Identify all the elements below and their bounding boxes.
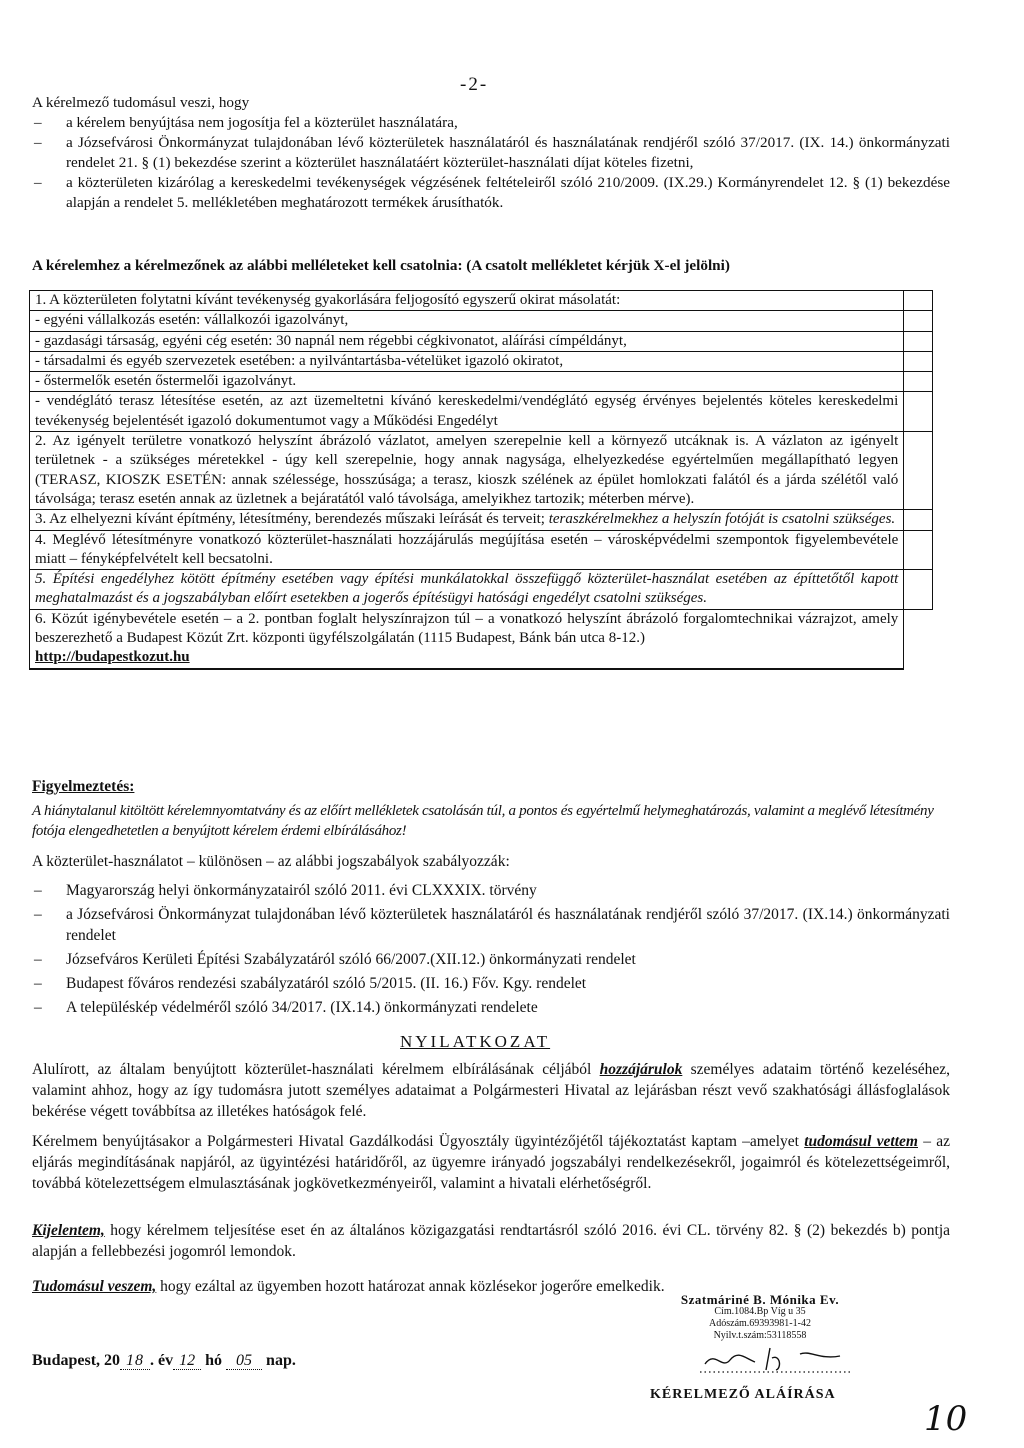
attachment-text: - gazdasági társaság, egyéni cég esetén: 30 napnál nem régebbi cégkivonatot, aláírási címpéldányt,	[30, 331, 904, 351]
attachment-row	[30, 311, 933, 331]
day-label: nap.	[262, 1352, 296, 1369]
para1-text-rest: személyes adataim történő kezeléséhez, valamint ahhoz, hogy az így tudomásra jutott személyes adataimat a Polgármesteri Hivatal az lejárásban részt vevő szakhatósági állásfoglalások bekérése végett továbbítsa az illetékes hatóságok felé.	[32, 1061, 950, 1120]
attachment-checkbox[interactable]	[904, 351, 933, 371]
company-stamp	[660, 1294, 860, 1342]
regulations-intro: A közterület-használatot – különösen – az alábbi jogszabályok szabályozzák:	[32, 853, 510, 870]
stamp-name: Szatmáriné B. Mónika Ev.	[680, 1292, 840, 1307]
attachment-checkbox[interactable]	[904, 530, 933, 570]
budapest-kozut-link[interactable]: http://budapestkozut.hu	[35, 649, 190, 666]
signature-image	[700, 1340, 850, 1376]
attachment-text: 2. Az igényelt területre vonatkozó helyszínt ábrázoló vázlatot, amelyen szerepelnie kell a környező utcáknak is. A vázlaton az igényelt területnek - a szükséges méretekkel - úgy kell szerepelnie, hogy annak nagysága, elhelyezkedése egyértelműen megállapítható legyen (TERASZ, KIOSZK ESETÉN: annak szélessége, hosszúsága; a terasz, kioszk szélének az épület homlokzati falától és a járda szélétől való távolsága; terasz esetén annak az üzletnek a bejáratától való távolsága, amelyikhez tartozik; méterben mérve).	[30, 432, 904, 510]
handwritten-page-text: 10	[924, 1399, 968, 1438]
attachment-text-plain: 3. Az elhelyezni kívánt építmény, létesítmény, berendezés műszaki leírását és terveit;	[35, 511, 549, 528]
day-field[interactable]: 05	[226, 1352, 262, 1370]
regulations-section	[32, 851, 950, 1021]
place-and-date	[32, 1352, 296, 1370]
attachment-text-plain: 6. Közút igénybevétele esetén – a 2. pontban foglalt helyszínrajzon túl – a vonatkozó helyszínt ábrázoló forgalomtechnikai vázrajzot, amely beszerezhető a Budapest Közút Zrt. központi ügyfélszolgálatán (1115 Budapest, Bánk bán utca 8-12.)	[35, 610, 899, 647]
para3-emphasis: Kijelentem,	[32, 1222, 105, 1239]
acknowledgement-item: – a Józsefvárosi Önkormányzat tulajdonában lévő közterületek használatáról és használatának rendjéről szóló 37/2017. (IX. 14.) önkormányzati rendelet 21. § (1) bekezdése szerint a közterület használatáért közterület-használati díjat köteles fizetni,	[32, 133, 950, 173]
attachment-row	[30, 609, 933, 668]
regulation-item: – Józsefváros Kerületi Építési Szabályzatáról szóló 66/2007.(XII.12.) önkormányzati rendelet	[32, 949, 950, 970]
declaration-paragraph-appeal	[32, 1220, 950, 1262]
attachment-row	[30, 291, 933, 311]
stamp-tax-number: Adószám.69393981-1-42	[709, 1318, 811, 1329]
attachment-text: - egyéni vállalkozás esetén: vállalkozói igazolványt,	[30, 311, 904, 331]
regulation-item: – A településkép védelméről szóló 34/2017. (IX.14.) önkormányzati rendelete	[32, 997, 950, 1018]
para3-text: hogy kérelmem teljesítése eset én az általános közigazgatási rendtartásról szóló 2016. évi CL. törvény 82. § (2) bekezdés b) pontja alapján a fellebbezési jogomról lemondok.	[32, 1222, 950, 1260]
attachment-text: - vendéglátó terasz létesítése esetén, az azt üzemeltetni kívánó kereskedelmi/vendéglátó egység érvényes bejelentés köteles kereskedelmi tevékenység bejelentését igazoló dokumentumot vagy a Működési Engedélyt	[30, 392, 904, 432]
attachment-row	[30, 510, 933, 530]
para1-emphasis: hozzájárulok	[599, 1061, 683, 1078]
attachment-text: 5. Építési engedélyhez kötött építmény esetében vagy építési munkálatokkal összefüggő közterület-használat esetében az építtetőtől kapott meghatalmazást és a jogszabályban előírt esetekben a jogerős építésügyi hatósági engedélyt csatolni szükséges.	[30, 570, 904, 610]
page-number: -2-	[460, 74, 489, 95]
year-field[interactable]: 18	[120, 1352, 150, 1370]
attachment-checkbox[interactable]	[904, 510, 933, 530]
regulations-list	[32, 880, 950, 1018]
attachment-text: 1. A közterületen folytatni kívánt tevékenység gyakorlására feljogosító egyszerű okirat másolatát:	[30, 291, 904, 311]
attachment-text-italic: teraszkérelmekhez a helyszín fotóját is csatolni szükséges.	[548, 511, 896, 528]
intro-text: A kérelmező tudomásul veszi, hogy	[32, 94, 250, 111]
attachment-row	[30, 432, 933, 510]
regulation-item: – a Józsefvárosi Önkormányzat tulajdonában lévő közterületek használatáról és használatának rendjéről szóló 37/2017. (IX.14.) önkormányzati rendelet	[32, 904, 950, 946]
attachment-checkbox[interactable]	[904, 570, 933, 610]
regulation-item: – Budapest főváros rendezési szabályzatáról szóló 5/2015. (II. 16.) Főv. Kgy. rendelet	[32, 973, 950, 994]
acknowledgement-item: – a kérelem benyújtása nem jogosítja fel a közterület használatára,	[32, 113, 950, 133]
declaration-paragraph-consent	[32, 1059, 950, 1122]
para4-emphasis: Tudomásul veszem,	[32, 1278, 157, 1295]
handwritten-page-number	[920, 1394, 980, 1438]
warning-text: A hiánytalanul kitöltött kérelemnyomtatvány és az előírt mellékletek csatolásán túl, a pontos és egyértelmű helymeghatározás, valamint a meglévő létesítmény fotója elengedhetetlen a benyújtott kérelem érdemi elbírálásához!	[32, 803, 934, 839]
attachment-row	[30, 392, 933, 432]
attachment-text: 4. Meglévő létesítményre vonatkozó közterület-használati hozzájárulás megújítása esetén – városképvédelmi szempontok figyelembevétele miatt – fényképfelvételt kell becsatolni.	[30, 530, 904, 570]
para2-text-rest: – az eljárás megindításának napjáról, az ügyintézési határidőről, az ügyemre irányadó jogszabályi rendelkezésekről, jogaimról és kötelezettségeimről, továbbá kötelezettségem elmulasztásának jogkövetkezményeiről, valamint a hivatali elérhetőségről.	[32, 1133, 951, 1192]
attachment-text	[30, 609, 904, 668]
year-label: . év	[150, 1352, 174, 1369]
month-field[interactable]: 12	[173, 1352, 201, 1370]
warning-title: Figyelmeztetés:	[32, 778, 135, 795]
para2-text: Kérelmem benyújtásakor a Polgármesteri Hivatal Gazdálkodási Ügyosztály ügyintézőjétől tájékoztatást kaptam –amelyet	[32, 1133, 805, 1150]
attachment-text: - társadalmi és egyéb szervezetek esetében: a nyilvántartásba-vételüket igazoló okiratot,	[30, 351, 904, 371]
acknowledgement-section	[32, 93, 950, 213]
acknowledgement-list	[32, 113, 950, 213]
attachment-checkbox[interactable]	[904, 392, 933, 432]
regulation-item: – Magyarország helyi önkormányzatairól szóló 2011. évi CLXXXIX. törvény	[32, 880, 950, 901]
attachments-heading: A kérelemhez a kérelmezőnek az alábbi melléleteket kell csatolnia: (A csatolt mellékletet kérjük X-el jelölni)	[32, 257, 730, 274]
signature-label: KÉRELMEZŐ ALÁÍRÁSA	[650, 1387, 836, 1402]
attachment-row	[30, 351, 933, 371]
attachment-checkbox[interactable]	[904, 609, 933, 668]
para2-emphasis: tudomásul vettem	[804, 1133, 918, 1150]
attachment-row	[30, 530, 933, 570]
place-city: Budapest, 20	[32, 1352, 121, 1369]
attachment-checkbox[interactable]	[904, 311, 933, 331]
attachments-table	[29, 290, 933, 670]
attachment-checkbox[interactable]	[904, 432, 933, 510]
declaration-title: NYILATKOZAT	[400, 1032, 551, 1051]
para1-text: Alulírott, az általam benyújtott közterület-használati kérelmem elbírálásának céljából	[32, 1061, 600, 1078]
attachment-checkbox[interactable]	[904, 331, 933, 351]
attachment-text: - őstermelők esetén őstermelői igazolványt.	[30, 372, 904, 392]
attachment-checkbox[interactable]	[904, 372, 933, 392]
attachment-row	[30, 331, 933, 351]
month-label: hó	[201, 1352, 227, 1369]
attachment-row	[30, 570, 933, 610]
attachment-checkbox[interactable]	[904, 291, 933, 311]
para4-text: hogy ezáltal az ügyemben hozott határozat annak közlésekor jogerőre emelkedik.	[156, 1278, 665, 1295]
attachment-text	[30, 510, 904, 530]
declaration-paragraph-information	[32, 1131, 950, 1194]
stamp-address: Cím.1084.Bp Víg u 35	[714, 1306, 806, 1317]
attachment-row	[30, 372, 933, 392]
acknowledgement-item: – a közterületen kizárólag a kereskedelmi tevékenységek végzésének feltételeiről szóló 210/2009. (IX.29.) Kormányrendelet 12. § (1) bekezdése alapján a rendelet 5. mellékletében meghatározott termékek árusíthatók.	[32, 173, 950, 213]
stamp-registry-number: Nyilv.t.szám:53118558	[713, 1330, 807, 1341]
